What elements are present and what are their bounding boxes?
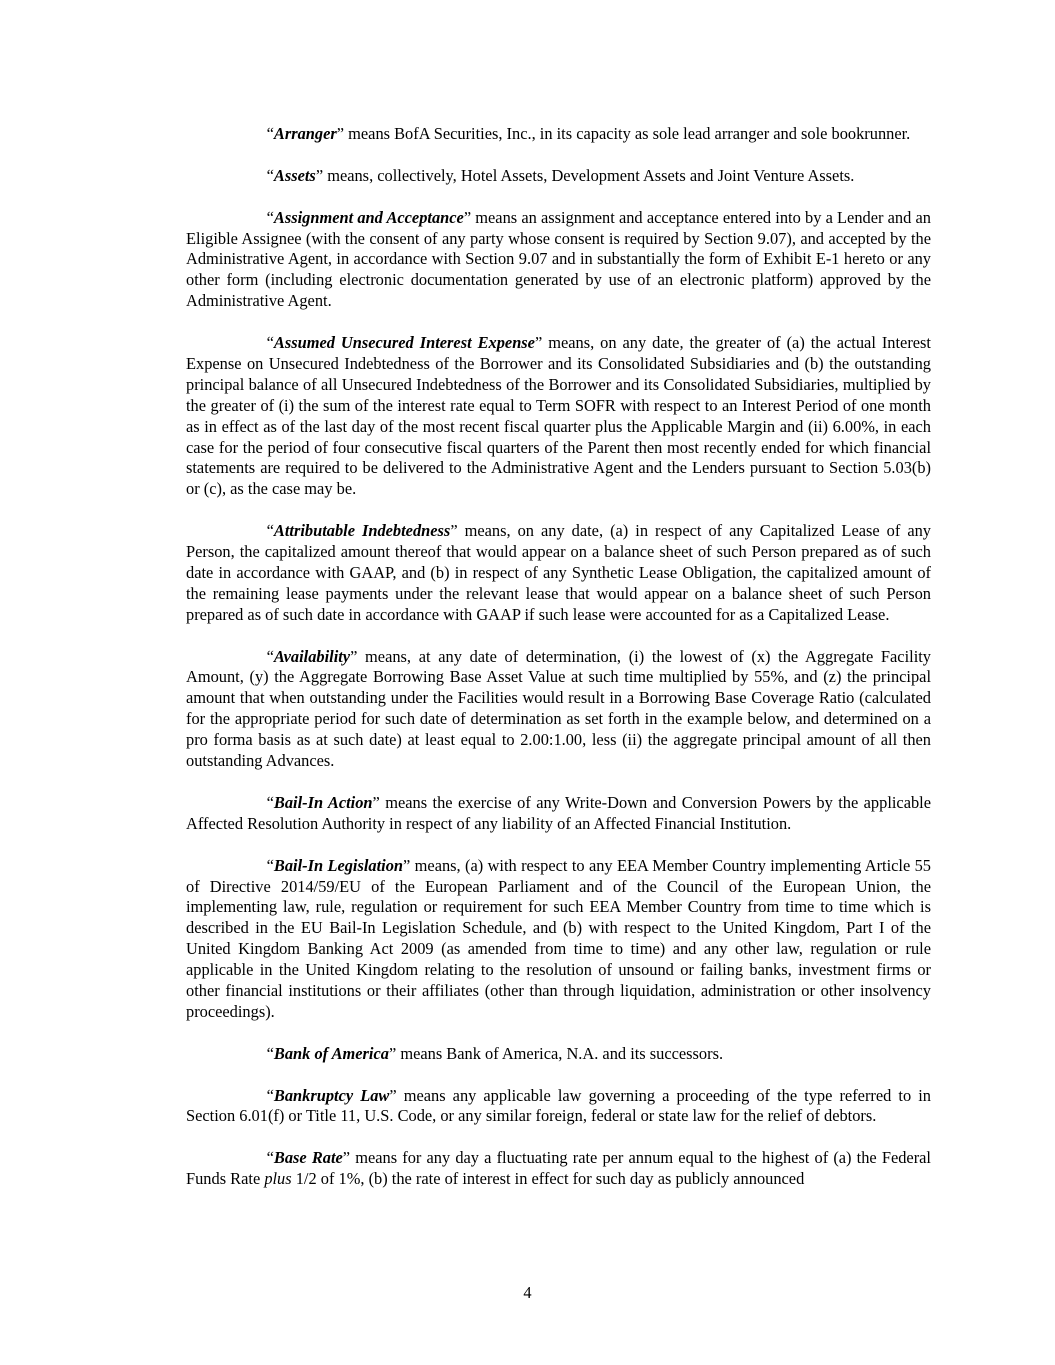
close-quote: ” xyxy=(315,165,324,185)
definition-text: means BofA Securities, Inc., in its capacity as sole lead arranger and sole bookrunner. xyxy=(344,124,911,143)
definition-bank-of-america xyxy=(186,1044,931,1065)
definition-attributable-indebtedness xyxy=(186,521,931,626)
defined-term: Bail-In Legislation xyxy=(273,855,404,875)
open-quote: “ xyxy=(266,1148,274,1168)
close-quote: ” xyxy=(336,124,345,143)
open-quote: “ xyxy=(266,521,274,541)
definition-text: means, (a) with respect to any EEA Member Country implementing Article 55 of Directive 2014/59/EU of the European Parliament and of the Council of the European Union, the implementing law, rule, regulation or requirement for such EEA Member Country from time to time which is described in the EU Bail-In Legislation Schedule, and (b) with respect to the United Kingdom, Part I of the United Kingdom Banking Act 2009 (as amended from time to time) and any other law, regulation or rule applicable in the United Kingdom relating to the resolution of unsound or failing banks, investment firms or other financial institutions or their affiliates (other than through liquidation, administration or other insolvency proceedings). xyxy=(186,855,932,1021)
open-quote: “ xyxy=(266,124,274,143)
close-quote: ” xyxy=(450,521,458,541)
close-quote: ” xyxy=(463,207,472,227)
defined-term: Assignment and Acceptance xyxy=(273,207,464,227)
defined-term: Assets xyxy=(273,165,316,185)
definition-assignment-and-acceptance xyxy=(186,208,931,313)
close-quote: ” xyxy=(342,1148,351,1168)
open-quote: “ xyxy=(266,333,274,353)
definition-text: means, on any date, (a) in respect of any Capitalized Lease of any Person, the capitalized amount thereof that would appear on a balance sheet of such Person prepared as of such date in accordance with GAAP, and (b) in respect of any Synthetic Lease Obligation, the capitalized amount of the remaining lease payments under the relevant lease that would appear on a balance sheet of such Person prepared as of such date in accordance with GAAP if such lease were accounted for as a Capitalized Lease. xyxy=(186,521,931,624)
open-quote: “ xyxy=(266,1085,274,1105)
close-quote: ” xyxy=(350,646,358,666)
open-quote: “ xyxy=(266,646,274,666)
definition-assets xyxy=(186,166,931,187)
definition-availability xyxy=(186,647,931,772)
definition-text: means any applicable law governing a proceeding of the type referred to in Section 6.01(f) or Title 11, U.S. Code, or any similar foreign, federal or state law for the relief of debtors. xyxy=(186,1085,931,1126)
close-quote: ” xyxy=(372,792,380,812)
definition-bail-in-action xyxy=(186,793,931,835)
defined-term: Base Rate xyxy=(273,1148,343,1168)
definition-text: means, collectively, Hotel Assets, Development Assets and Joint Venture Assets. xyxy=(323,165,855,185)
definition-text-continued: 1/2 of 1%, (b) the rate of interest in effect for such day as publicly announced xyxy=(291,1169,805,1189)
definition-text: means an assignment and acceptance entered into by a Lender and an Eligible Assignee (with the consent of any party whose consent is required by Section 9.07), and accepted by the Administrative Agent, in accordance with Section 9.07 and in substantially the form of Exhibit E-1 hereto or any other form (including electronic documentation generated by use of an electronic platform) approved by the Administrative Agent. xyxy=(186,207,931,311)
defined-term: Assumed Unsecured Interest Expense xyxy=(273,333,535,353)
emphasis-plus: plus xyxy=(264,1169,292,1189)
open-quote: “ xyxy=(266,207,274,227)
defined-term: Bankruptcy Law xyxy=(273,1085,390,1105)
open-quote: “ xyxy=(266,1043,274,1063)
close-quote: ” xyxy=(389,1085,397,1105)
definition-bail-in-legislation xyxy=(186,856,931,1023)
definition-text: means for any day a fluctuating rate per annum equal to the highest of (a) the Federal Funds Rate xyxy=(186,1148,931,1189)
defined-term: Bank of America xyxy=(273,1043,389,1063)
open-quote: “ xyxy=(266,165,274,185)
defined-term: Bail-In Action xyxy=(273,792,373,812)
close-quote: ” xyxy=(403,855,411,875)
definition-text: means, on any date, the greater of (a) the actual Interest Expense on Unsecured Indebtedness of the Borrower and its Consolidated Subsidiaries and (b) the outstanding principal balance of all Unsecured Indebtedness of the Borrower and its Consolidated Subsidiaries, multiplied by the greater of (i) the sum of the interest rate equal to Term SOFR with respect to an Interest Period of one month as in effect as of the last day of the most recent fiscal quarter plus the Applicable Margin and (ii) 6.00%, in each case for the period of four consecutive fiscal quarters of the Parent then most recently ended for which financial statements are required to be delivered to the Administrative Agent and the Lenders pursuant to Section 5.03(b) or (c), as the case may be. xyxy=(186,333,931,499)
definitions-list xyxy=(186,124,931,1211)
defined-term: Availability xyxy=(273,646,351,666)
page-number: 4 xyxy=(523,1283,532,1302)
definition-text: means Bank of America, N.A. and its successors. xyxy=(396,1043,724,1063)
defined-term: Arranger xyxy=(273,124,337,143)
definition-text: means the exercise of any Write-Down and Conversion Powers by the applicable Affected Resolution Authority in respect of any liability of an Affected Financial Institution. xyxy=(186,792,931,833)
definition-base-rate xyxy=(186,1148,931,1190)
open-quote: “ xyxy=(266,855,274,875)
definition-text: means, at any date of determination, (i) the lowest of (x) the Aggregate Facility Amount, (y) the Aggregate Borrowing Base Asset Value at such time multiplied by 55%, and (z) the principal amount that when outstanding under the Facilities would result in a Borrowing Base Coverage Ratio (calculated for the appropriate period for such date of determination as set forth in the example below, and determined on a pro forma basis as at such date) at least equal to 2.00:1.00, less (ii) the aggregate principal amount of all then outstanding Advances. xyxy=(186,646,931,771)
defined-term: Attributable Indebtedness xyxy=(273,521,451,541)
close-quote: ” xyxy=(534,333,543,353)
definition-arranger xyxy=(186,124,931,145)
definition-assumed-unsecured-interest-expense xyxy=(186,333,931,500)
open-quote: “ xyxy=(266,792,274,812)
definition-bankruptcy-law xyxy=(186,1086,931,1128)
close-quote: ” xyxy=(388,1043,397,1063)
